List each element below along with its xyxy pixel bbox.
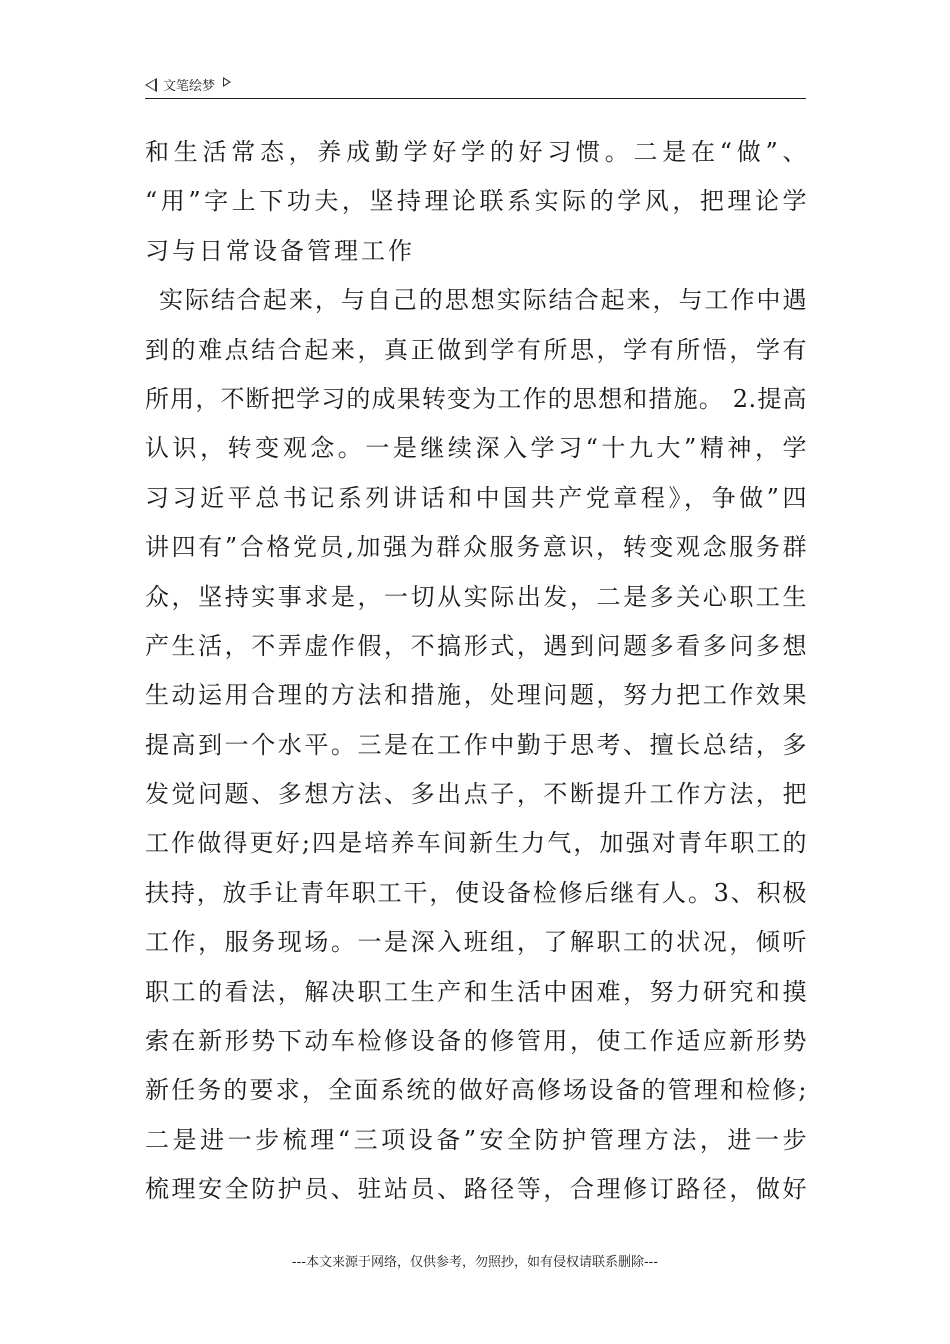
brand xyxy=(145,75,231,94)
text-line: 职工的看法，解决职工生产和生活中困难，努力研究和摸 xyxy=(145,977,807,1006)
triangle-left-icon xyxy=(145,78,157,92)
text-line: 到的难点结合起来，真正做到学有所思，学有所悟，学有 xyxy=(145,335,807,364)
text-line: 工作，服务现场。一是深入班组，了解职工的状况，倾听 xyxy=(145,928,807,957)
page-footer: ---本文来源于网络，仅供参考，勿照抄，如有侵权请联系删除--- xyxy=(291,1255,659,1270)
text-line: 发觉问题、多想方法、多出点子，不断提升工作方法，把 xyxy=(145,780,807,809)
triangle-right-icon xyxy=(223,77,231,87)
text-line: 提高到一个水平。三是在工作中勤于思考、擅长总结，多 xyxy=(145,730,807,759)
text-line: 梳理安全防护员、驻站员、路径等，合理修订路径，做好 xyxy=(145,1175,807,1204)
text-line: 实际结合起来，与自己的思想实际结合起来，与工作中遇 xyxy=(159,286,807,315)
text-line: 所用，不断把学习的成果转变为工作的思想和措施。 2.提高 xyxy=(145,384,807,413)
text-line: 讲四有”合格党员,加强为群众服务意识，转变观念服务群 xyxy=(145,533,807,562)
text-line: 习习近平总书记系列讲话和中国共产党章程》，争做”四 xyxy=(145,483,807,512)
text-line: 习与日常设备管理工作 xyxy=(145,236,415,265)
text-line: “用”字上下功夫，坚持理论联系实际的学风，把理论学 xyxy=(145,187,807,216)
page-header xyxy=(145,72,806,99)
document-body xyxy=(145,128,807,1215)
text-line: 新任务的要求，全面系统的做好高修场设备的管理和检修; xyxy=(145,1076,807,1105)
text-line: 索在新形势下动车检修设备的修管用，使工作适应新形势 xyxy=(145,1027,807,1056)
text-line: 众，坚持实事求是，一切从实际出发，二是多关心职工生 xyxy=(145,582,807,611)
text-line: 扶持，放手让青年职工干，使设备检修后继有人。3、积极 xyxy=(145,878,807,907)
text-line: 生动运用合理的方法和措施，处理问题，努力把工作效果 xyxy=(145,681,807,710)
text-line: 和生活常态，养成勤学好学的好习惯。二是在“做”、 xyxy=(145,138,807,166)
text-line: 认识，转变观念。一是继续深入学习“十九大”精神，学 xyxy=(145,434,807,463)
text-line: 工作做得更好;四是培养车间新生力气，加强对青年职工的 xyxy=(145,829,807,858)
brand-name: 文笔绘梦 xyxy=(163,79,216,94)
text-line: 产生活，不弄虚作假，不搞形式，遇到问题多看多问多想 xyxy=(145,631,807,660)
text-line: 二是进一步梳理“三项设备”安全防护管理方法，进一步 xyxy=(145,1125,807,1154)
